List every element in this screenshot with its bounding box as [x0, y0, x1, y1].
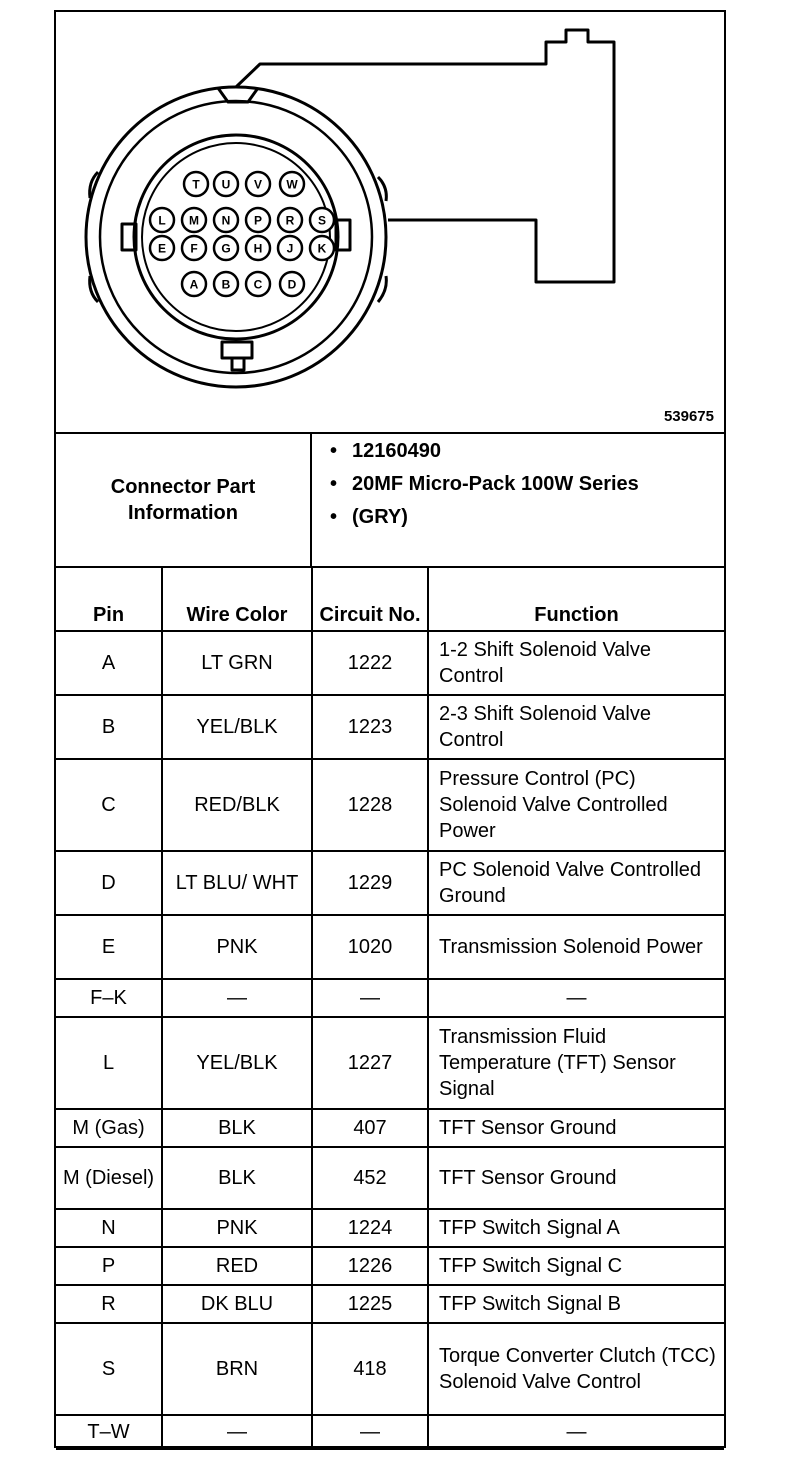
pin-label-m: M [189, 213, 199, 228]
pin-field-inner-ring [142, 143, 330, 331]
part-color: • (GRY) [326, 504, 716, 531]
pin-cell: M (Gas) [56, 1109, 162, 1147]
circuit-cell: 1227 [312, 1017, 428, 1109]
pin-cell: D [56, 851, 162, 915]
table-row [56, 1147, 724, 1209]
function-cell: Torque Converter Clutch (TCC) Solenoid Valve Control [428, 1323, 724, 1415]
table-row [56, 1209, 724, 1247]
circuit-cell: 418 [312, 1323, 428, 1415]
pin-label-b: B [221, 277, 231, 292]
table-row [56, 1285, 724, 1323]
function-cell: Transmission Fluid Temperature (TFT) Sensor Signal [428, 1017, 724, 1109]
pin-cell: M (Diesel) [56, 1147, 162, 1209]
connector-sheet [54, 10, 726, 1448]
table-row [56, 1415, 724, 1449]
pin-label-e: E [157, 241, 167, 256]
pin-cell: S [56, 1323, 162, 1415]
wire-color-cell: RED [162, 1247, 312, 1285]
pin-label-v: V [253, 177, 263, 192]
circuit-cell: 452 [312, 1147, 428, 1209]
bottom-latch [222, 342, 252, 358]
pin-cell: C [56, 759, 162, 851]
function-cell: Pressure Control (PC) Solenoid Valve Controlled Power [428, 759, 724, 851]
pin-label-u: U [221, 177, 231, 192]
pin-label-a: A [189, 277, 199, 292]
wire-color-cell: LT GRN [162, 631, 312, 695]
circuit-cell: — [312, 979, 428, 1017]
pin-cell: R [56, 1285, 162, 1323]
function-cell: — [428, 1415, 724, 1449]
wire-color-cell: PNK [162, 915, 312, 979]
function-cell: — [428, 979, 724, 1017]
connector-inner-ring [100, 101, 372, 373]
pin-label-h: H [253, 241, 263, 256]
pin-label-t: T [192, 177, 200, 192]
function-cell: TFT Sensor Ground [428, 1109, 724, 1147]
wire-color-cell: BRN [162, 1323, 312, 1415]
wire-color-cell: BLK [162, 1147, 312, 1209]
wire-color-cell: YEL/BLK [162, 1017, 312, 1109]
connector-part-info [56, 432, 724, 568]
pin-label-r: R [285, 213, 295, 228]
circuit-cell: 1228 [312, 759, 428, 851]
circuit-cell: 1020 [312, 915, 428, 979]
circuit-cell: 1229 [312, 851, 428, 915]
pin-cell: P [56, 1247, 162, 1285]
pin-cell: L [56, 1017, 162, 1109]
circuit-cell: — [312, 1415, 428, 1449]
table-row [56, 1247, 724, 1285]
pin-label-w: W [286, 177, 298, 192]
table-row [56, 915, 724, 979]
table-row [56, 695, 724, 759]
header-function: Function [428, 568, 724, 631]
figure-id: 539675 [663, 408, 714, 425]
wire-color-cell: LT BLU/ WHT [162, 851, 312, 915]
wire-color-cell: PNK [162, 1209, 312, 1247]
wire-color-cell: BLK [162, 1109, 312, 1147]
table-row [56, 1109, 724, 1147]
pin-cell: N [56, 1209, 162, 1247]
wire-color-cell: RED/BLK [162, 759, 312, 851]
table-row [56, 979, 724, 1017]
pin-label-s: S [317, 213, 327, 228]
table-row [56, 1323, 724, 1415]
pin-label-c: C [253, 277, 263, 292]
circuit-cell: 1225 [312, 1285, 428, 1323]
function-cell: TFP Switch Signal C [428, 1247, 724, 1285]
table-row [56, 759, 724, 851]
pinout-header-row [56, 568, 724, 631]
circuit-cell: 1226 [312, 1247, 428, 1285]
table-row [56, 851, 724, 915]
pin-label-j: J [286, 241, 294, 256]
pin-label-p: P [253, 213, 263, 228]
wire-color-cell: — [162, 979, 312, 1017]
bottom-latch-tip [232, 358, 244, 370]
part-series: • 20MF Micro-Pack 100W Series [326, 471, 716, 498]
pin-cell: F–K [56, 979, 162, 1017]
wire-color-cell: DK BLU [162, 1285, 312, 1323]
header-wire-color: Wire Color [162, 568, 312, 631]
pinout-table [56, 568, 724, 1450]
pin-label-l: L [158, 213, 166, 228]
circuit-cell: 1224 [312, 1209, 428, 1247]
pin-cell: E [56, 915, 162, 979]
wire-color-cell: YEL/BLK [162, 695, 312, 759]
header-circuit: Circuit No. [312, 568, 428, 631]
table-row [56, 1017, 724, 1109]
connector-drawing [56, 12, 724, 432]
pin-label-d: D [287, 277, 297, 292]
function-cell: 1-2 Shift Solenoid Valve Control [428, 631, 724, 695]
pin-glyphs [150, 172, 334, 296]
function-cell: TFP Switch Signal B [428, 1285, 724, 1323]
part-info-label: Connector Part Information [56, 434, 312, 566]
wire-color-cell: — [162, 1415, 312, 1449]
function-cell: TFP Switch Signal A [428, 1209, 724, 1247]
pin-label-g: G [221, 241, 231, 256]
part-info-list [326, 438, 716, 537]
function-cell: TFT Sensor Ground [428, 1147, 724, 1209]
function-cell: 2-3 Shift Solenoid Valve Control [428, 695, 724, 759]
connector-diagram [56, 12, 724, 432]
circuit-cell: 407 [312, 1109, 428, 1147]
circuit-cell: 1223 [312, 695, 428, 759]
function-cell: PC Solenoid Valve Controlled Ground [428, 851, 724, 915]
pin-cell: B [56, 695, 162, 759]
header-pin: Pin [56, 568, 162, 631]
pin-label-f: F [190, 241, 198, 256]
table-row [56, 631, 724, 695]
pin-cell: T–W [56, 1415, 162, 1449]
pin-label-n: N [221, 213, 231, 228]
circuit-cell: 1222 [312, 631, 428, 695]
pin-label-k: K [317, 241, 327, 256]
part-number: • 12160490 [326, 438, 716, 465]
function-cell: Transmission Solenoid Power [428, 915, 724, 979]
pin-cell: A [56, 631, 162, 695]
